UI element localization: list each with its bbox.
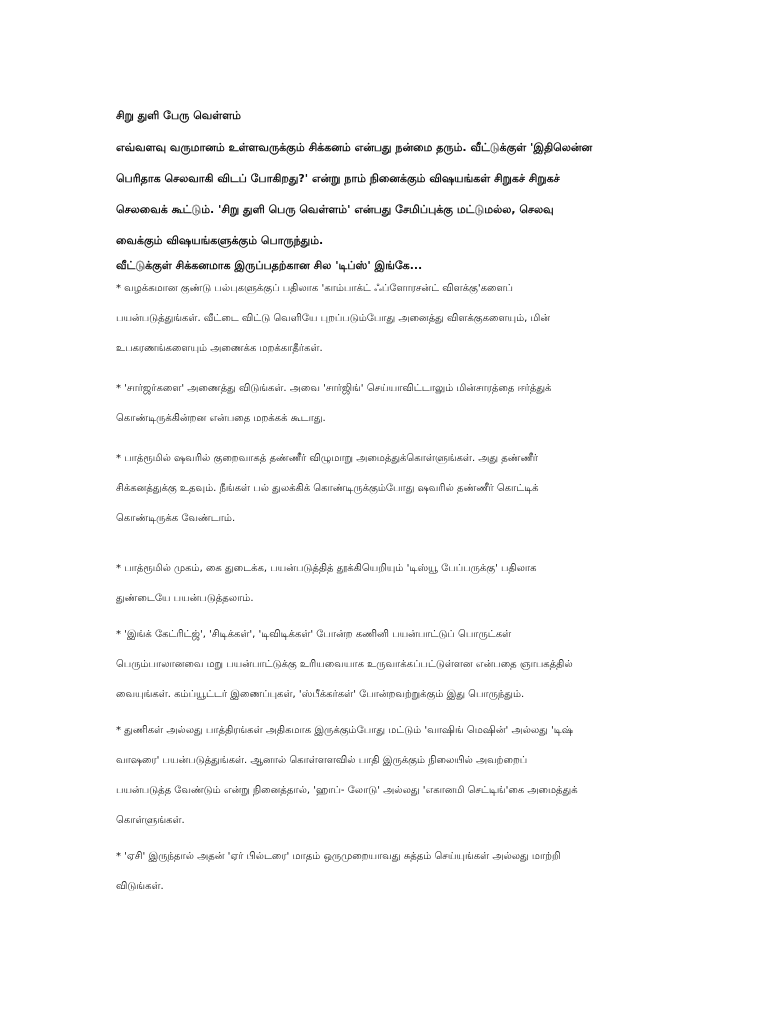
paragraph-spacer	[116, 434, 661, 444]
tip-line: கொள்ளுங்கள்.	[116, 815, 185, 826]
document-body	[116, 108, 661, 902]
tip-line: பயன்படுத்த வேண்டும் என்று நினைத்தால், 'ஹாப்- லோடு' அல்லது 'எகானமி செட்டிங்'கை அமைத்துக்	[116, 785, 578, 796]
tip-line: கொண்டிருக்க வேண்டாம்.	[116, 513, 236, 524]
paragraph-spacer	[116, 364, 661, 374]
tips-lead: வீட்டுக்குள் சிக்கனமாக இருப்பதற்கான சில 'டிப்ஸ்' இங்கே...	[116, 259, 423, 272]
paragraph-spacer	[116, 534, 661, 554]
tip-line: சிக்கனத்துக்கு உதவும். நீங்கள் பல் துலக்கிக் கொண்டிருக்கும்போது ஷவரில் தண்ணீர் கொட்டிக்	[116, 483, 539, 494]
tip-line: * பாத்ரூமில் முகம், கை துடைக்க, பயன்படுத்தித் தூக்கியெறியும் 'டிஸ்யூ பேப்பருக்கு' பதிலாக	[116, 563, 537, 574]
tip-line: விடுங்கள்.	[116, 881, 164, 892]
tip-paragraph	[116, 620, 661, 710]
intro-paragraph	[116, 132, 661, 256]
tip-line: * துணிகள் அல்லது பாத்திரங்கள் அதிகமாக இருக்கும்போது மட்டும் 'வாஷிங் மெஷின்' அல்லது 'டிஷ்	[116, 725, 573, 736]
intro-line: பெரிதாக செலவாகி விடப் போகிறது?' என்று நாம் நினைக்கும் விஷயங்கள் சிறுகச் சிறுகச்	[116, 172, 560, 185]
tip-line: வையுங்கள். கம்ப்யூட்டர் இணைப்புகள், 'ஸ்பீக்கர்கள்' போன்றவற்றுக்கும் இது பொருந்தும்.	[116, 689, 525, 700]
tip-paragraph	[116, 554, 661, 614]
tip-line: * பாத்ரூமில் ஷவரில் குறைவாகத் தண்ணீர் விழுமாறு அமைத்துக்கொள்ளுங்கள். அது தண்ணீர்	[116, 453, 538, 464]
intro-line: எவ்வளவு வருமானம் உள்ளவருக்கும் சிக்கனம் என்பது நன்மை தரும். வீட்டுக்குள் 'இதிலென்ன	[116, 141, 593, 154]
tip-line: பெரும்பாலானவை மறு பயன்பாட்டுக்கு உரியவையாக உருவாக்கப்பட்டுள்ளன என்பதை ஞாபகத்தில்	[116, 659, 573, 670]
tip-paragraph	[116, 444, 661, 534]
tip-paragraph	[116, 842, 661, 902]
tip-line: உபகரணங்களையும் அணைக்க மறக்காதீர்கள்.	[116, 343, 323, 354]
tip-line: * வழக்கமான குண்டு பல்புகளுக்குப் பதிலாக 'காம்பாக்ட் ஃப்ளோரசன்ட் விளக்கு'களைப்	[116, 283, 513, 294]
intro-line: செலவைக் கூட்டும். 'சிறு துளி பெரு வெள்ளம்' என்பது சேமிப்புக்கு மட்டுமல்ல, செலவு	[116, 203, 554, 216]
tip-line: கொண்டிருக்கின்றன என்பதை மறக்கக் கூடாது.	[116, 413, 326, 424]
tip-paragraph	[116, 374, 661, 434]
tip-line: பயன்படுத்துங்கள். வீட்டை விட்டு வெளியே புறப்படும்போது அனைத்து விளக்குகளையும், மின்	[116, 313, 551, 324]
intro-line: வைக்கும் விஷயங்களுக்கும் பொருந்தும்.	[116, 234, 324, 247]
tip-paragraph	[116, 716, 661, 836]
tip-paragraph	[116, 274, 661, 364]
tip-line: வாஷரை' பயன்படுத்துங்கள். ஆனால் கொள்ளளவில் பாதி இருக்கும் நிலையில் அவற்றைப்	[116, 755, 528, 766]
tip-line: * 'இங்க் கேட்ரிட்ஜ்', 'சிடிக்கள்', 'டிவிடிக்கள்' போன்ற கணினி பயன்பாட்டுப் பொருட்கள்	[116, 629, 512, 640]
tip-line: * 'சார்ஜர்களை' அணைத்து விடுங்கள். அவை 'சார்ஜிங்' செய்யாவிட்டாலும் மின்சாரத்தை ஈர்த்துக்	[116, 383, 552, 394]
document-title: சிறு துளி பேரு வெள்ளம்	[116, 109, 241, 122]
tip-line: * 'ஏசி' இருந்தால் அதன் 'ஏர் பில்டரை' மாதம் ஒருமுறையாவது சுத்தம் செய்யுங்கள் அல்லது மாற்றி	[116, 851, 561, 862]
tip-line: துண்டையே பயன்படுத்தலாம்.	[116, 593, 254, 604]
